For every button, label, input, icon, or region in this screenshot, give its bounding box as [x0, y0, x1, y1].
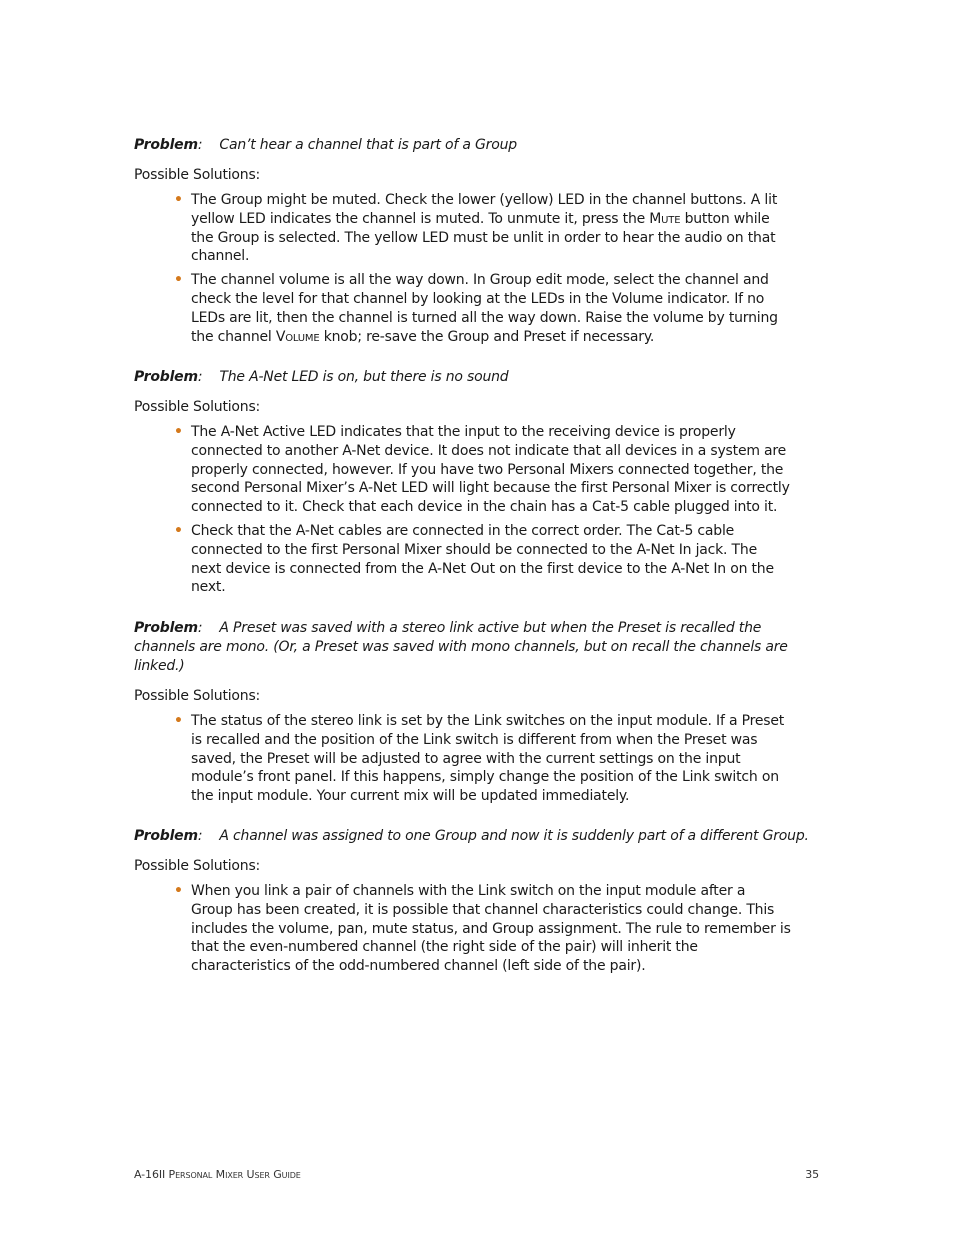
bullet-icon: • — [174, 272, 183, 289]
solution-item: • Check that the A-Net cables are connected in the correct order. The Cat-5 cable connected to the first Personal Mixer should be connected to the A-Net In jack. The next device is connected from the A-Net Out on the first device to the A-Net In on the next. — [174, 522, 774, 596]
problem-text: A Preset was saved with a stereo link active but when the Preset is recalled the channels are mono. (Or, a Preset was saved with mono channels, but on recall the channels are linked.) — [134, 620, 788, 674]
problem-text: A channel was assigned to one Group and now it is suddenly part of a different Group. — [219, 828, 809, 844]
bullet-icon: • — [174, 192, 183, 208]
solutions-label: Possible Solutions: — [134, 399, 261, 415]
solution-item: • The Group might be muted. Check the lower (yellow) LED in the channel buttons. A lit yellow LED indicates the channel is muted. To unmute it, press the Mute button while the Group is selected. The yellow LED must be unlit in order to hear the audio on that channel. — [174, 192, 778, 265]
problem-heading: Problem: A Preset was saved with a stereo link active but when the Preset is recalled the channels are mono. (Or, a Preset was saved with mono channels, but on recall the channels are linked.) — [134, 620, 788, 674]
solutions-list — [134, 423, 824, 597]
solution-item: • When you link a pair of channels with the Link switch on the input module after a Group has been created, it is possible that channel characteristics could change. This includes the volume, pan, mute status, and Group assignment. The rule to remember is that the even-numbered channel (the right side of the pair) will inherit the characteristics of the odd-numbered channel (left side of the pair). — [174, 883, 791, 975]
solutions-list — [134, 712, 824, 806]
problem-section-3 — [134, 619, 824, 806]
solutions-label: Possible Solutions: — [134, 858, 261, 874]
solution-item: • The A-Net Active LED indicates that the input to the receiving device is properly connected to another A-Net device. It does not indicate that all devices in a system are properly connected, however. If you have two Personal Mixers connected together, the second Personal Mixer’s A-Net LED will light because the first Personal Mixer is correctly connected to it. Check that each device in the chain has a Cat-5 cable plugged into it. — [174, 424, 790, 516]
problem-label: Problem — [134, 137, 198, 153]
problem-label: Problem — [134, 828, 198, 844]
bullet-icon: • — [174, 424, 183, 440]
problem-heading: Problem: The A-Net LED is on, but there is no sound — [134, 369, 509, 385]
problem-section-4 — [134, 827, 824, 976]
bullet-icon: • — [174, 713, 183, 729]
solution-item: • The status of the stereo link is set by the Link switches on the input module. If a Preset is recalled and the position of the Link switch is different from when the Preset was saved, the Preset will be adjusted to agree with the current settings on the input module’s front panel. If this happens, simply change the position of the Link switch on the input module. Your current mix will be updated immediately. — [174, 713, 785, 805]
solutions-label: Possible Solutions: — [134, 688, 261, 704]
problem-section-2 — [134, 368, 824, 597]
solutions-list — [134, 191, 824, 346]
solutions-label: Possible Solutions: — [134, 167, 261, 183]
solutions-list — [134, 882, 824, 976]
page-number: 35 — [805, 1168, 819, 1181]
problem-text: Can’t hear a channel that is part of a Group — [219, 137, 517, 153]
problem-section-1 — [134, 136, 824, 346]
problem-heading: Problem: Can’t hear a channel that is part of a Group — [134, 137, 517, 153]
problem-label: Problem — [134, 620, 198, 636]
bullet-icon: • — [174, 883, 183, 899]
bullet-icon: • — [174, 522, 183, 539]
solution-item: • The channel volume is all the way down. In Group edit mode, select the channel and check the level for that channel by looking at the LEDs in the Volume indicator. If no LEDs are lit, then the channel is turned all the way down. Raise the volume by turning the channel Volume knob; re-save the Group and Preset if necessary. — [174, 272, 778, 345]
footer-document-title: A-16II Personal Mixer User Guide — [134, 1168, 301, 1181]
problem-text: The A-Net LED is on, but there is no sound — [219, 369, 509, 385]
problem-heading: Problem: A channel was assigned to one Group and now it is suddenly part of a different Group. — [134, 828, 809, 844]
problem-label: Problem — [134, 369, 198, 385]
